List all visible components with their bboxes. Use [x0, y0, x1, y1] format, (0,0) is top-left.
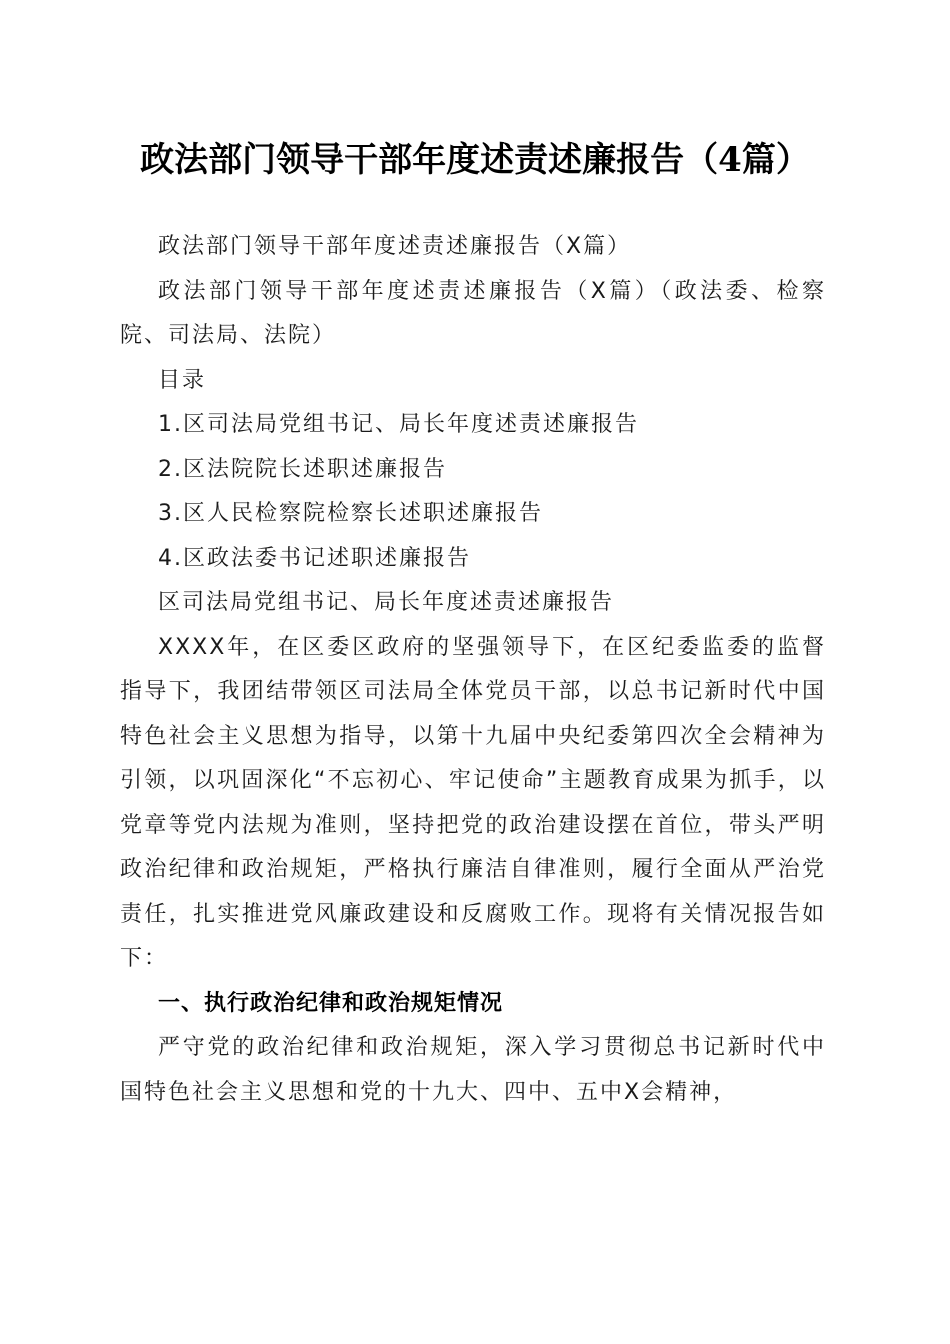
toc-item: 4.区政法委书记述职述廉报告 — [158, 545, 471, 571]
section-heading: 一、执行政治纪律和政治规矩情况 — [158, 990, 504, 1016]
toc-item: 1.区司法局党组书记、局长年度述责述廉报告 — [158, 412, 639, 437]
body-paragraph: 严守党的政治纪律和政治规矩，深入学习贯彻总书记新时代中国特色社会主义思想和党的十九大、四中、五中X会精神， — [120, 1035, 826, 1105]
body-paragraph: XXXX年，在区委区政府的坚强领导下，在区纪委监委的监督指导下，我团结带领区司法局全体党员干部，以总书记新时代中国特色社会主义思想为指导，以第十九届中央纪委第四次全会精神为引领，以巩固深化“不忘初心、牢记使命”主题教育成果为抓手，以党章等党内法规为准则，坚持把党的政治建设摆在首位，带头严明政治纪律和政治规矩，严格执行廉洁自律准则，履行全面从严治党责任，扎实推进党风廉政建设和反腐败工作。现将有关情况报告如下： — [120, 634, 826, 971]
toc-item: 3.区人民检察院检察长述职述廉报告 — [158, 501, 543, 526]
toc-heading: 目录 — [158, 367, 207, 393]
toc-item: 2.区法院院长述职述廉报告 — [158, 456, 447, 482]
document-body — [120, 225, 826, 1115]
report-title: 区司法局党组书记、局长年度述责述廉报告 — [158, 590, 615, 615]
paragraph-subtitle-detail: 政法部门领导干部年度述责述廉报告（X篇）（政法委、检察院、司法局、法院） — [120, 278, 826, 348]
document-title: 政法部门领导干部年度述责述廉报告（4篇） — [140, 140, 810, 180]
paragraph-subtitle: 政法部门领导干部年度述责述廉报告（X篇） — [158, 234, 632, 259]
